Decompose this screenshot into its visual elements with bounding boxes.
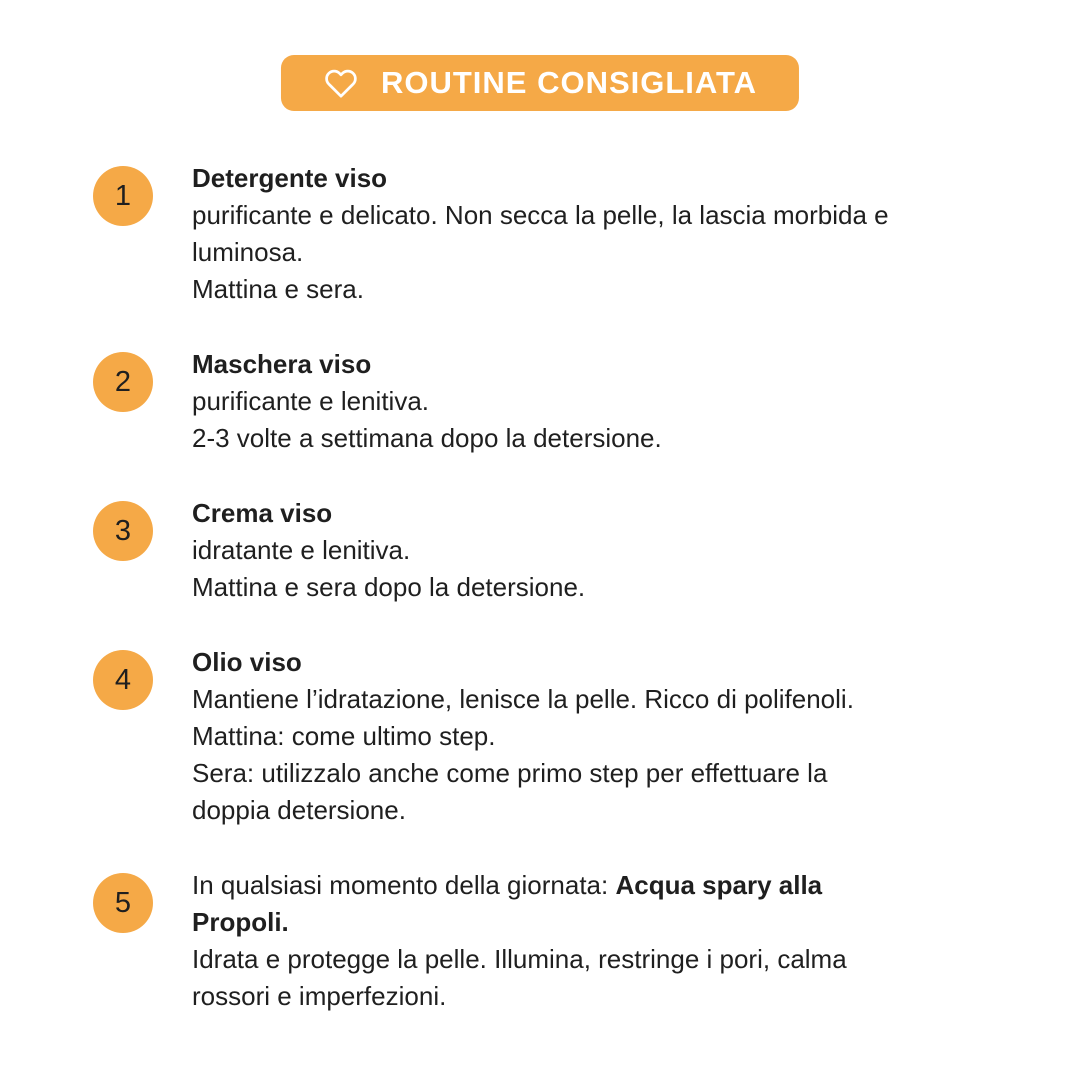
step-description-line: Mattina e sera.: [192, 274, 364, 304]
banner-title: ROUTINE CONSIGLIATA: [380, 65, 758, 100]
step-text: [192, 160, 889, 308]
step-title: Olio viso: [192, 647, 302, 677]
heart-outline-icon: [323, 67, 359, 100]
step-text: [192, 346, 662, 457]
step-text: [192, 495, 585, 606]
routine-step-4: [93, 644, 889, 829]
step-number-badge: 4: [93, 650, 153, 710]
step-number-badge: 2: [93, 352, 153, 412]
step-description-line: rossori e imperfezioni.: [192, 981, 447, 1011]
step-description-line: Mantiene l’idratazione, lenisce la pelle. Ricco di polifenoli.: [192, 684, 854, 714]
step-text: [192, 867, 847, 1015]
step-title: Maschera viso: [192, 349, 372, 379]
routine-banner: [281, 55, 799, 111]
step-intro: In qualsiasi momento della giornata:: [192, 870, 616, 900]
step-description-line: purificante e lenitiva.: [192, 386, 430, 416]
step-description-line: Sera: utilizzalo anche come primo step per effettuare la: [192, 758, 828, 788]
step-title-bold-continued: Propoli.: [192, 907, 289, 937]
step-description-line: Mattina: come ultimo step.: [192, 721, 496, 751]
step-title: Detergente viso: [192, 163, 388, 193]
step-description-line: purificante e delicato. Non secca la pelle, la lascia morbida e: [192, 200, 889, 230]
step-description-line: Idrata e protegge la pelle. Illumina, restringe i pori, calma: [192, 944, 847, 974]
step-text: [192, 644, 854, 829]
step-title-line: [192, 867, 847, 904]
step-title: Crema viso: [192, 498, 333, 528]
routine-step-5: [93, 867, 889, 1015]
step-description-line: luminosa.: [192, 237, 304, 267]
step-number-badge: 1: [93, 166, 153, 226]
step-description-line: doppia detersione.: [192, 795, 406, 825]
step-description-line: 2-3 volte a settimana dopo la detersione.: [192, 423, 662, 453]
routine-step-2: [93, 346, 889, 457]
routine-step-1: [93, 160, 889, 308]
step-description-line: idratante e lenitiva.: [192, 535, 411, 565]
step-title-bold: Acqua spary alla: [615, 870, 823, 900]
step-description-line: Mattina e sera dopo la detersione.: [192, 572, 586, 602]
step-number-badge: 3: [93, 501, 153, 561]
routine-step-3: [93, 495, 889, 606]
routine-steps-list: [93, 160, 889, 1015]
step-number-badge: 5: [93, 873, 153, 933]
